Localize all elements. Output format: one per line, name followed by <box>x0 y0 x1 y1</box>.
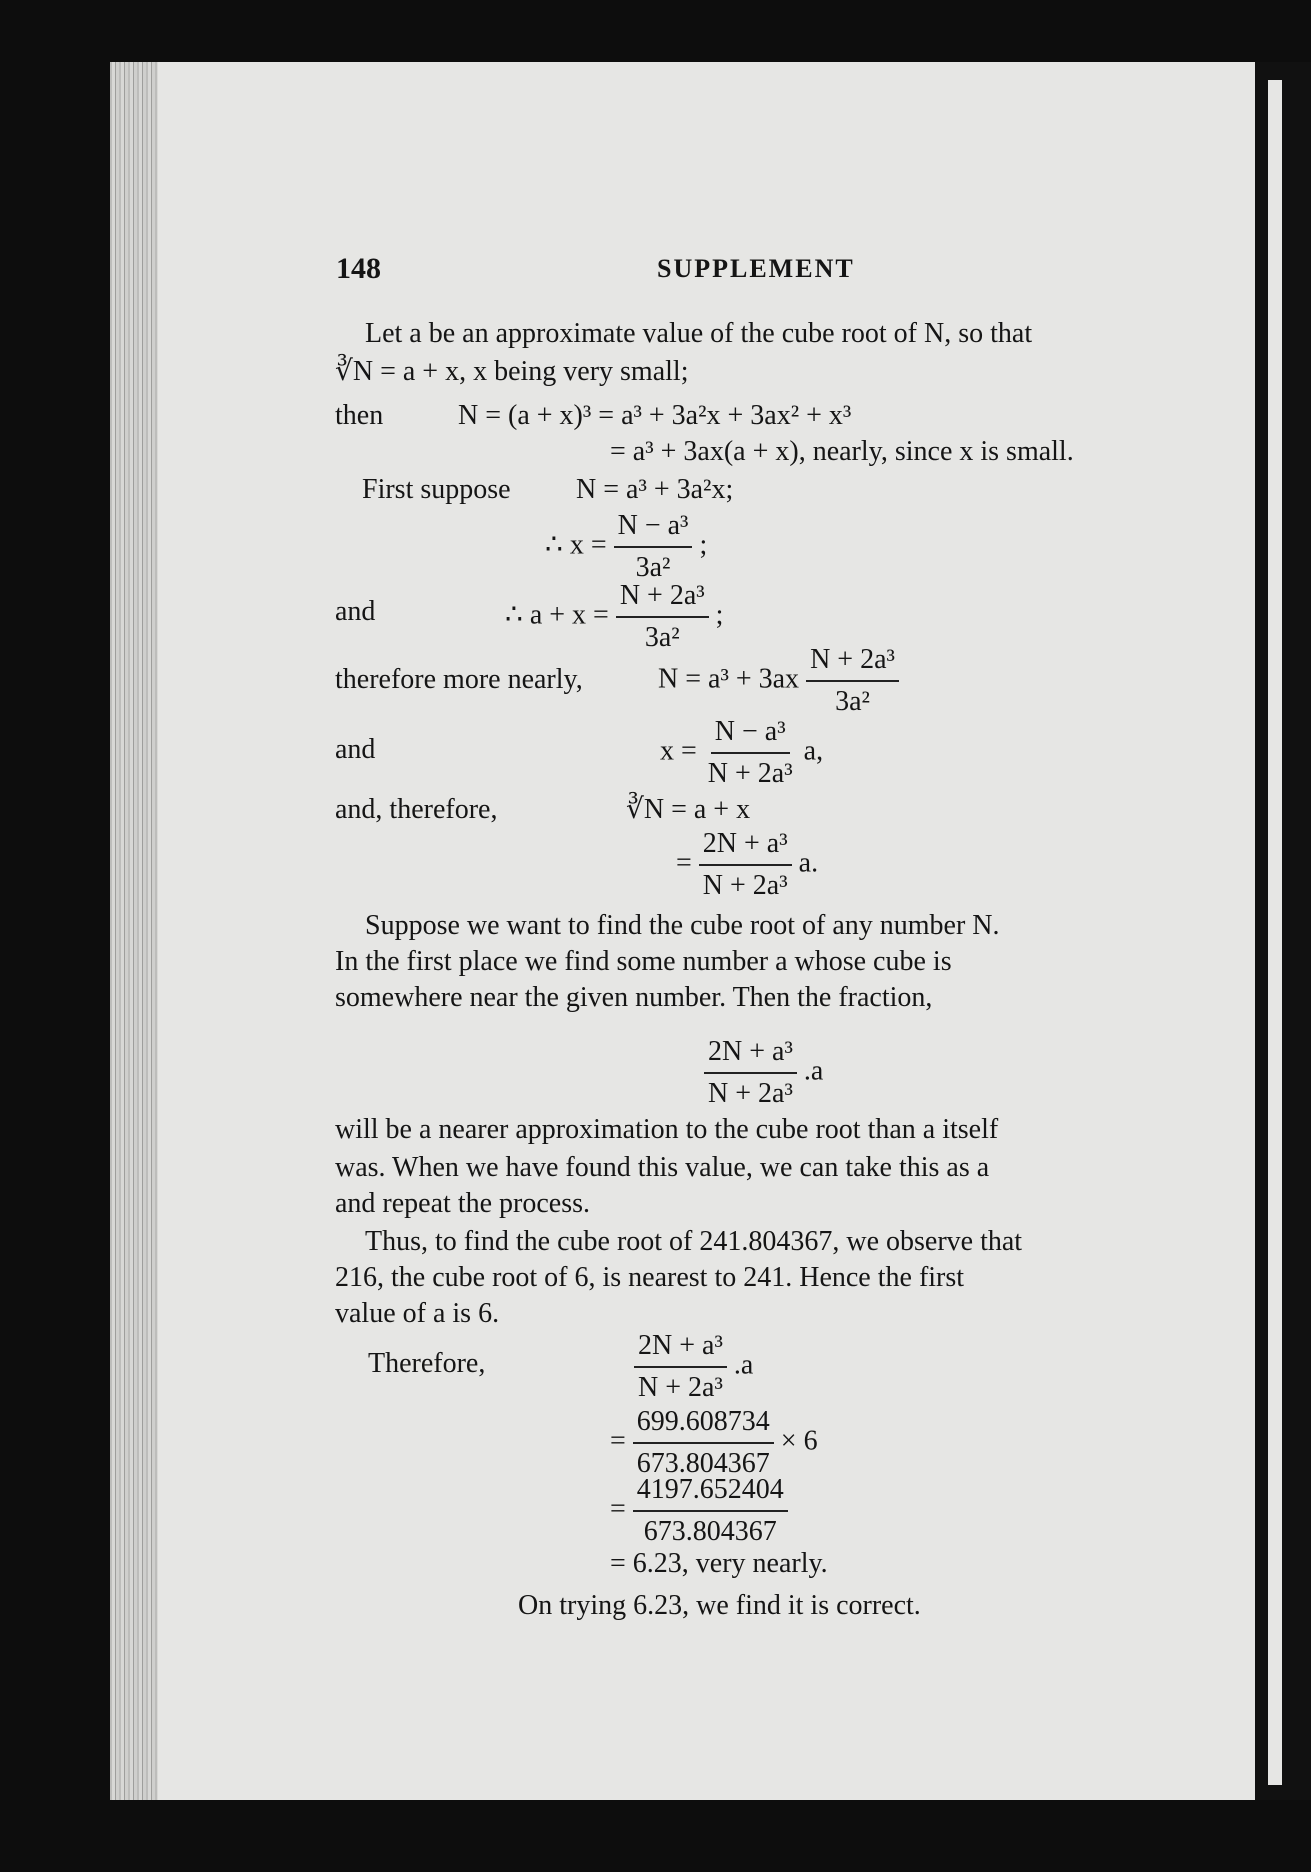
calc-fraction-2-prefix: = <box>610 1425 626 1457</box>
then-label: then <box>335 400 384 431</box>
fraction-cube-root-denominator: N + 2a³ <box>702 870 788 901</box>
equation-cube-root: ∛N = a + x <box>626 794 751 825</box>
paragraph-2-line-2: was. When we have found this value, we can take this as a <box>335 1152 990 1183</box>
fraction-cube-root <box>699 826 792 904</box>
fraction-x-refined-numerator: N − a³ <box>711 714 790 754</box>
equation-x-prefix: ∴ x = <box>545 529 607 561</box>
and-label-1: and <box>335 596 376 627</box>
equation-a-plus-x-suffix: ; <box>715 599 724 631</box>
fraction-a-plus-x-numerator: N + 2a³ <box>616 578 709 618</box>
fraction-x-refined <box>704 714 797 792</box>
paragraph-1-line-2: In the first place we find some number a whose cube is <box>335 946 952 977</box>
fraction-display-suffix: .a <box>803 1055 824 1087</box>
and-label-2: and <box>335 734 376 765</box>
paragraph-2-line-3: and repeat the process. <box>335 1188 590 1219</box>
facing-page-edge <box>1255 62 1311 1800</box>
equation-fraction-display <box>704 1034 823 1112</box>
equation-x-refined <box>660 714 823 792</box>
facing-page-strip <box>1268 80 1282 1785</box>
calc-fraction-1-numerator: 2N + a³ <box>634 1328 727 1368</box>
equation-more-nearly-prefix: N = a³ + 3ax <box>658 663 800 695</box>
fraction-display-numerator: 2N + a³ <box>704 1034 797 1074</box>
intro-line-1: Let a be an approximate value of the cube root of N, so that <box>365 318 1033 349</box>
calc-fraction-2-frac <box>633 1404 774 1482</box>
therefore-label: Therefore, <box>368 1348 486 1379</box>
calc-fraction-3-numerator: 4197.652404 <box>633 1472 788 1512</box>
equation-cube-root-result <box>676 826 818 904</box>
equation-x <box>545 508 707 586</box>
page-number: 148 <box>336 252 381 285</box>
and-therefore-label: and, therefore, <box>335 794 498 825</box>
equation-more-nearly <box>658 642 899 720</box>
more-nearly-label: therefore more nearly, <box>335 664 583 695</box>
paragraph-3-line-1: Thus, to find the cube root of 241.804367, we observe that <box>365 1226 1023 1257</box>
paragraph-2-line-1: will be a nearer approximation to the cube root than a itself <box>335 1114 999 1145</box>
equation-x-refined-prefix: x = <box>660 735 697 767</box>
calc-fraction-3-denominator: 673.804367 <box>643 1516 777 1547</box>
fraction-x <box>614 508 693 586</box>
fraction-display-denominator: N + 2a³ <box>708 1078 793 1109</box>
calc-conclusion: On trying 6.23, we find it is correct. <box>518 1590 921 1621</box>
fraction-x-denominator: 3a² <box>635 552 671 583</box>
fraction-more-nearly <box>806 642 899 720</box>
calc-fraction-3-frac <box>633 1472 788 1550</box>
calc-fraction-2-suffix: × 6 <box>780 1425 818 1457</box>
fraction-display <box>704 1034 797 1112</box>
calc-result: = 6.23, very nearly. <box>610 1548 828 1579</box>
fraction-more-nearly-denominator: 3a² <box>835 686 870 717</box>
calc-fraction-1-denominator: N + 2a³ <box>638 1372 723 1403</box>
calc-fraction-2-denominator: 673.804367 <box>636 1448 770 1479</box>
first-suppose-label: First suppose <box>362 474 511 505</box>
fraction-a-plus-x-denominator: 3a² <box>644 622 680 653</box>
intro-line-2: ∛N = a + x, x being very small; <box>335 356 689 387</box>
equation-x-suffix: ; <box>699 529 708 561</box>
equation-expansion: N = (a + x)³ = a³ + 3a²x + 3ax² + x³ <box>458 400 852 431</box>
calc-fraction-3 <box>610 1472 788 1550</box>
paragraph-3-line-3: value of a is 6. <box>335 1298 500 1329</box>
page-binding <box>110 62 158 1800</box>
running-title: SUPPLEMENT <box>657 254 855 283</box>
calc-fraction-3-prefix: = <box>610 1493 626 1525</box>
equation-a-plus-x-prefix: ∴ a + x = <box>505 599 609 631</box>
fraction-x-refined-denominator: N + 2a³ <box>707 758 793 789</box>
calc-fraction-2 <box>610 1404 818 1482</box>
fraction-more-nearly-numerator: N + 2a³ <box>806 642 899 682</box>
equation-approximation: = a³ + 3ax(a + x), nearly, since x is small. <box>610 436 1074 467</box>
fraction-x-numerator: N − a³ <box>614 508 693 548</box>
equation-first-suppose: N = a³ + 3a²x; <box>576 474 734 505</box>
calc-fraction-1 <box>634 1328 753 1406</box>
fraction-cube-root-numerator: 2N + a³ <box>699 826 792 866</box>
equation-cube-root-result-suffix: a. <box>798 847 819 879</box>
calc-fraction-2-numerator: 699.608734 <box>633 1404 774 1444</box>
paragraph-1-line-3: somewhere near the given number. Then the fraction, <box>335 982 933 1013</box>
paragraph-3-line-2: 216, the cube root of 6, is nearest to 241. Hence the first <box>335 1262 965 1293</box>
equation-cube-root-result-prefix: = <box>676 847 692 879</box>
calc-fraction-1-frac <box>634 1328 727 1406</box>
calc-fraction-1-suffix: .a <box>733 1349 754 1381</box>
paragraph-1-line-1: Suppose we want to find the cube root of any number N. <box>365 910 1000 941</box>
equation-x-refined-suffix: a, <box>803 735 824 767</box>
